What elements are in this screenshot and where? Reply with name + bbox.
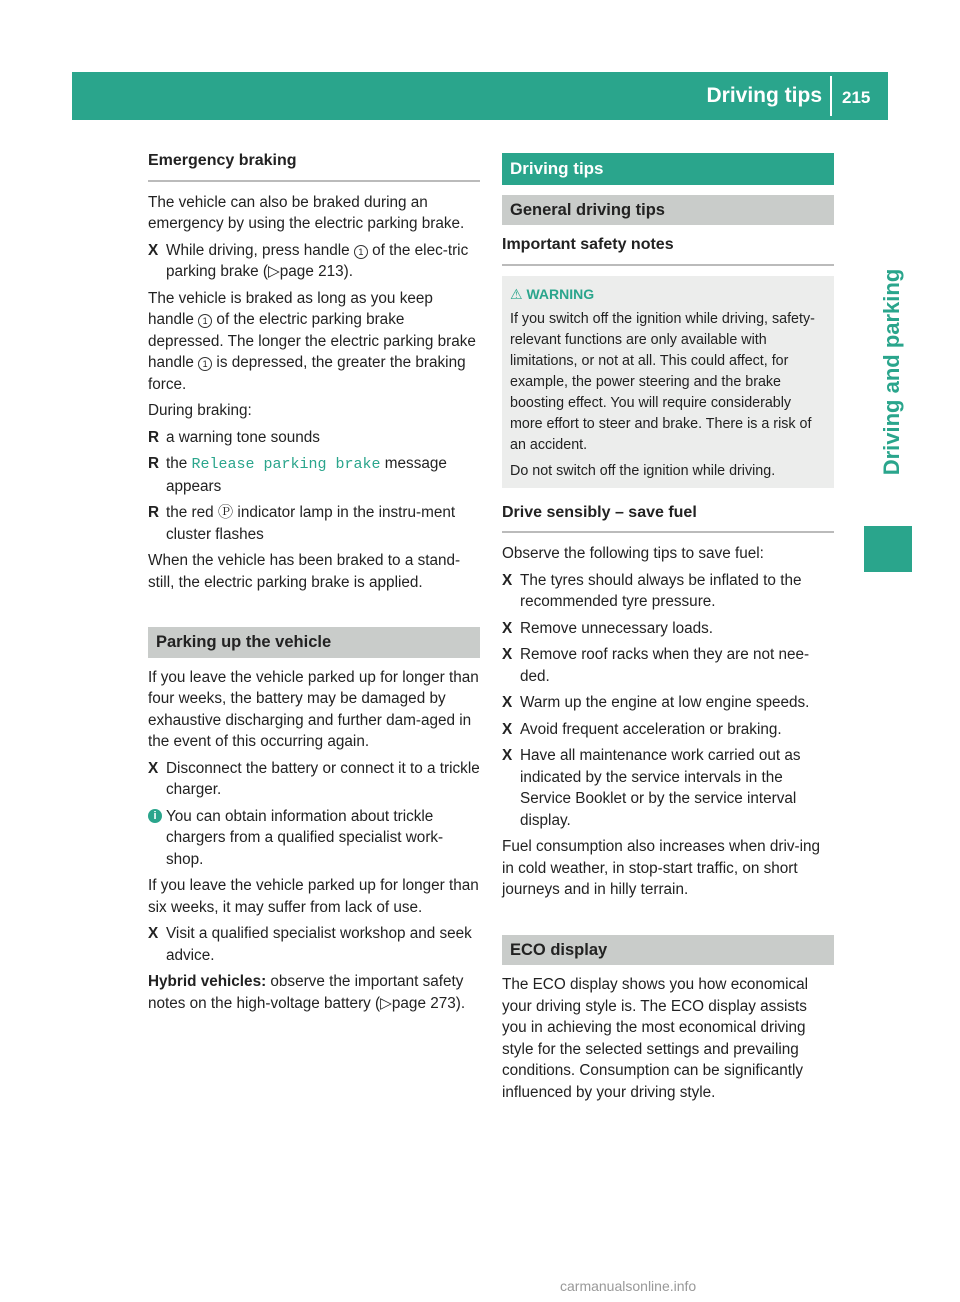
right-column xyxy=(502,150,834,1108)
handle-1-icon: 1 xyxy=(354,245,368,259)
parking-lamp-icon: Ⓟ xyxy=(217,504,234,521)
instruction-step: X Remove unnecessary loads. xyxy=(502,618,834,640)
info-note: i You can obtain information about trickle chargers from a qualified specialist work-shop. xyxy=(148,806,480,871)
step-marker-icon: X xyxy=(502,619,513,637)
instruction-step: X Remove roof racks when they are not nee-ded. xyxy=(502,646,810,685)
step-marker-icon: X xyxy=(148,925,159,942)
step-marker-icon: X xyxy=(502,694,513,711)
instruction-step: X Visit a qualified specialist workshop and seek advice. xyxy=(148,925,472,964)
step-marker-icon: X xyxy=(502,720,513,738)
page-ref-icon: ▷ xyxy=(380,994,392,1012)
warning-box xyxy=(502,276,834,488)
step-marker-icon: X xyxy=(502,646,513,663)
paragraph: The ECO display shows you how economical your driving style is. The ECO display assists you in achieving the most economical driving style for the selected settings and prevailing conditions. Consumption can be significantly influenced by your driving style. xyxy=(502,976,809,1101)
info-icon: i xyxy=(148,809,162,823)
section-heading: Driving tips xyxy=(502,153,834,185)
drive-sensibly-heading: Drive sensibly – save fuel xyxy=(502,502,834,534)
bullet-icon: R xyxy=(148,428,160,446)
paragraph: The vehicle is braked as long as you keep handle 1 of the electric parking brake depressed. The longer the electric parking brake handle 1 is depressed, the greater the braking force. xyxy=(148,289,476,393)
bullet-item: R the red Ⓟ indicator lamp in the instru-ment cluster flashes xyxy=(148,504,456,543)
step-marker-icon: X xyxy=(148,759,159,777)
instruction-step: X Disconnect the battery or connect it to a trickle charger. xyxy=(148,759,480,798)
paragraph: Observe the following tips to save fuel: xyxy=(502,545,764,562)
bullet-item: R the Release parking brake message appears xyxy=(148,455,447,495)
page-link[interactable]: page 213). xyxy=(279,263,353,280)
page-ref-icon: ▷ xyxy=(268,263,280,280)
safety-notes-heading: Important safety notes xyxy=(502,234,834,266)
display-message: Release parking brake xyxy=(191,456,381,473)
header-separator xyxy=(830,76,832,116)
instruction-step: X Have all maintenance work carried out as indicated by the service intervals in the Service Booklet or by the service interval display. xyxy=(502,747,801,829)
general-driving-tips-heading: General driving tips xyxy=(502,195,834,226)
side-tab-marker xyxy=(864,526,912,572)
bullet-icon: R xyxy=(148,504,160,521)
warning-icon: ⚠ xyxy=(510,285,523,302)
instruction-step: X Avoid frequent acceleration or braking. xyxy=(502,719,834,741)
paragraph: Hybrid vehicles: observe the important safety notes on the high-voltage battery (▷page 273). xyxy=(148,973,466,1012)
paragraph: If you leave the vehicle parked up for longer than four weeks, the battery may be damaged by exhaustive discharging and further dam-aged in the event of this occurring again. xyxy=(148,668,479,750)
left-column xyxy=(148,150,480,1019)
warning-text: Do not switch off the ignition while driving. xyxy=(510,462,776,479)
step-marker-icon: X xyxy=(502,747,513,764)
paragraph: If you leave the vehicle parked up for longer than six weeks, it may suffer from lack of use. xyxy=(148,877,479,916)
instruction-step: X While driving, press handle 1 of the elec-tric parking brake (▷page 213). xyxy=(148,241,469,280)
header-title: Driving tips xyxy=(706,84,822,107)
warning-text: If you switch off the ignition while driving, safety-relevant functions are only available with limitations, or not at all. This could affect, for example, the power steering and the brake boosting effect. You will require considerably more effort to steer and brake. There is a risk of an accident. xyxy=(510,310,815,453)
step-marker-icon: X xyxy=(502,571,513,589)
bullet-item: R a warning tone sounds xyxy=(148,427,480,449)
side-tab xyxy=(880,240,904,504)
paragraph: When the vehicle has been braked to a stand-still, the electric parking brake is applied. xyxy=(148,552,461,591)
parking-up-heading: Parking up the vehicle xyxy=(148,627,480,658)
warning-title: ⚠ WARNING xyxy=(510,285,595,302)
page-link[interactable]: page 273). xyxy=(391,994,466,1012)
instruction-step: X The tyres should always be inflated to the recommended tyre pressure. xyxy=(502,571,802,610)
paragraph: The vehicle can also be braked during an emergency by using the electric parking brake. xyxy=(148,193,465,232)
paragraph: Fuel consumption also increases when driv-ing in cold weather, in stop-start traffic, on short journeys and in hilly terrain. xyxy=(502,838,820,898)
step-marker-icon: X xyxy=(148,241,159,259)
instruction-step: X Warm up the engine at low engine speeds. xyxy=(502,692,834,714)
paragraph: During braking: xyxy=(148,402,252,419)
footer-watermark: carmanualsonline.info xyxy=(560,1278,697,1294)
handle-1-icon: 1 xyxy=(198,314,212,328)
side-tab-label: Driving and parking xyxy=(879,268,904,476)
handle-1-icon: 1 xyxy=(198,357,212,371)
eco-display-heading: ECO display xyxy=(502,935,834,966)
emergency-braking-heading: Emergency braking xyxy=(148,150,480,182)
page-number: 215 xyxy=(842,88,871,107)
bullet-icon: R xyxy=(148,455,160,472)
